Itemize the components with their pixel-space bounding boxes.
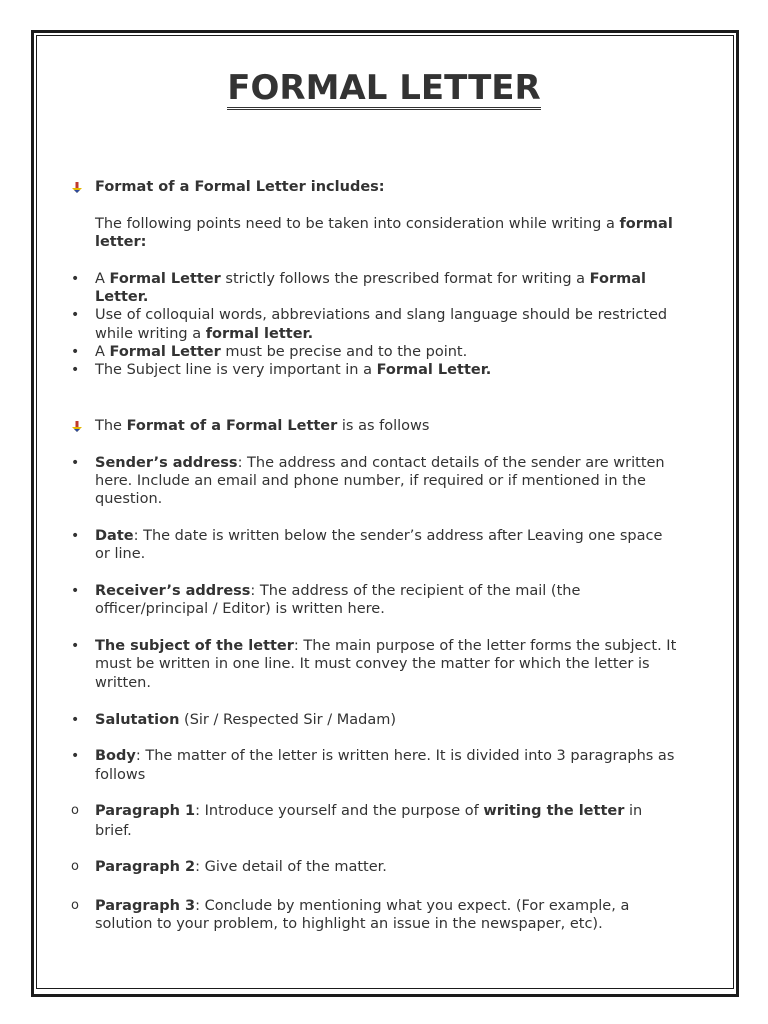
- point-format-cont: Letter.: [95, 289, 149, 305]
- item-sender-address-cont: question.: [95, 491, 163, 507]
- arrow-down-bullet-icon: [71, 182, 83, 194]
- item-paragraph-3-cont: solution to your problem, to highlight an issue in the newspaper, etc).: [95, 916, 603, 932]
- item-body: Body: The matter of the letter is written here. It is divided into 3 paragraphs as: [95, 748, 675, 764]
- page-title: FORMAL LETTER: [227, 68, 541, 108]
- bullet-glyph: •: [71, 307, 80, 323]
- open-bullet-glyph: o: [71, 803, 79, 818]
- item-subject-cont: written.: [95, 675, 151, 691]
- item-subject: The subject of the letter: The main purpose of the letter forms the subject. It: [95, 638, 677, 654]
- section-heading-format-follows: The Format of a Formal Letter is as follows: [95, 418, 430, 434]
- bullet-glyph: •: [71, 528, 80, 544]
- item-receiver-address: Receiver’s address: The address of the recipient of the mail (the: [95, 583, 581, 599]
- open-bullet-glyph: o: [71, 898, 79, 913]
- point-subject: The Subject line is very important in a Formal Letter.: [95, 362, 492, 378]
- open-bullet-glyph: o: [71, 859, 79, 874]
- bullet-glyph: •: [71, 362, 80, 378]
- bullet-glyph: •: [71, 712, 80, 728]
- point-format: A Formal Letter strictly follows the prescribed format for writing a Formal: [95, 271, 646, 287]
- item-subject-cont: must be written in one line. It must convey the matter for which the letter is: [95, 656, 650, 672]
- bullet-glyph: •: [71, 344, 80, 360]
- item-paragraph-2: Paragraph 2: Give detail of the matter.: [95, 859, 387, 875]
- item-paragraph-1-cont: brief.: [95, 823, 132, 839]
- bullet-glyph: •: [71, 583, 80, 599]
- bullet-glyph: •: [71, 638, 80, 654]
- bullet-glyph: •: [71, 271, 80, 287]
- point-colloquial: Use of colloquial words, abbreviations and slang language should be restricted: [95, 307, 668, 323]
- item-salutation: Salutation (Sir / Respected Sir / Madam): [95, 712, 396, 728]
- item-date-cont: or line.: [95, 546, 146, 562]
- item-paragraph-3: Paragraph 3: Conclude by mentioning what you expect. (For example, a: [95, 898, 630, 914]
- item-receiver-address-cont: officer/principal / Editor) is written here.: [95, 601, 385, 617]
- section-heading-format: Format of a Formal Letter includes:: [95, 179, 385, 195]
- item-body-cont: follows: [95, 767, 146, 783]
- arrow-down-bullet-icon: [71, 421, 83, 433]
- point-precise: A Formal Letter must be precise and to the point.: [95, 344, 468, 360]
- item-date: Date: The date is written below the sender’s address after Leaving one space: [95, 528, 663, 544]
- intro-line-cont: letter:: [95, 234, 147, 250]
- item-sender-address: Sender’s address: The address and contact details of the sender are written: [95, 455, 665, 471]
- intro-line: The following points need to be taken into consideration while writing a formal: [95, 216, 673, 232]
- point-colloquial-cont: while writing a formal letter.: [95, 326, 314, 342]
- bullet-glyph: •: [71, 748, 80, 764]
- item-sender-address-cont: here. Include an email and phone number, if required or if mentioned in the: [95, 473, 646, 489]
- bullet-glyph: •: [71, 455, 80, 471]
- item-paragraph-1: Paragraph 1: Introduce yourself and the purpose of writing the letter in: [95, 803, 643, 819]
